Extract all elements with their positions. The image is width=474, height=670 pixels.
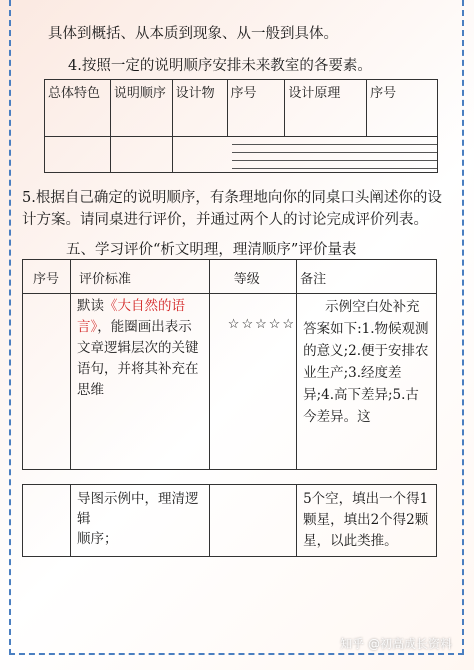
intro-line: 具体到概括、从本质到现象、从一般到具体。 [48, 26, 338, 42]
eval-row2-grade [209, 485, 296, 557]
spacer [70, 470, 209, 485]
header-order: 说明顺序 [110, 80, 172, 137]
eval-row2-note: 5个空，填出一个得1颗星，填出2个得2颗星，以此类推。 [297, 485, 437, 557]
watermark: 知乎 @初高成长资料 [340, 637, 452, 651]
eval-row1-note: 示例空白处补充答案如下:1.物候观测的意义;2.便于安排农业生产;3.经度差异;4.高下差异;5.古今差异。这 [297, 294, 437, 470]
eval-header-criteria: 评价标准 [70, 260, 209, 294]
cell[interactable] [45, 137, 111, 173]
spacer [297, 470, 437, 485]
star-rating: ☆☆☆☆☆ [227, 317, 297, 332]
book-title: 《大自然的语言》 [76, 298, 185, 335]
design-table [44, 79, 438, 173]
eval-row2-num [23, 485, 71, 557]
eval-row1-num [23, 294, 71, 470]
eval-row1-grade [209, 294, 296, 470]
header-num2: 序号 [367, 80, 438, 137]
spacer [209, 470, 296, 485]
eval-header-num: 序号 [23, 260, 71, 294]
cell[interactable] [110, 137, 172, 173]
header-num: 序号 [227, 80, 285, 137]
task-4: 4.按照一定的说明顺序安排未来教室的各要素。 [68, 58, 372, 74]
header-overall: 总体特色 [45, 80, 111, 137]
evaluation-table [22, 259, 437, 557]
header-design: 设计物 [172, 80, 227, 137]
section-5-title: 五、学习评价“析文明理，理清顺序”评价量表 [66, 242, 357, 258]
eval-header-note: 备注 [297, 260, 437, 294]
eval-header-grade: 等级 [209, 260, 296, 294]
header-principle: 设计原理 [285, 80, 367, 137]
multi-line-cells[interactable] [172, 137, 437, 173]
task-5-line1: 5.根据自己确定的说明顺序，有条理地向你的同桌口头阐述你的设 [22, 190, 442, 206]
eval-row1-criteria: 默读《大自然的语言》，能圈画出表示文章逻辑层次的关键语句，并将其补充在思维 [70, 294, 209, 470]
spacer [23, 470, 71, 485]
task-5-line2: 计方案。请同桌进行评价，并通过两个人的讨论完成评价列表。 [22, 212, 428, 228]
eval-row2-criteria: 导图示例中，理清逻辑 顺序； [70, 485, 209, 557]
